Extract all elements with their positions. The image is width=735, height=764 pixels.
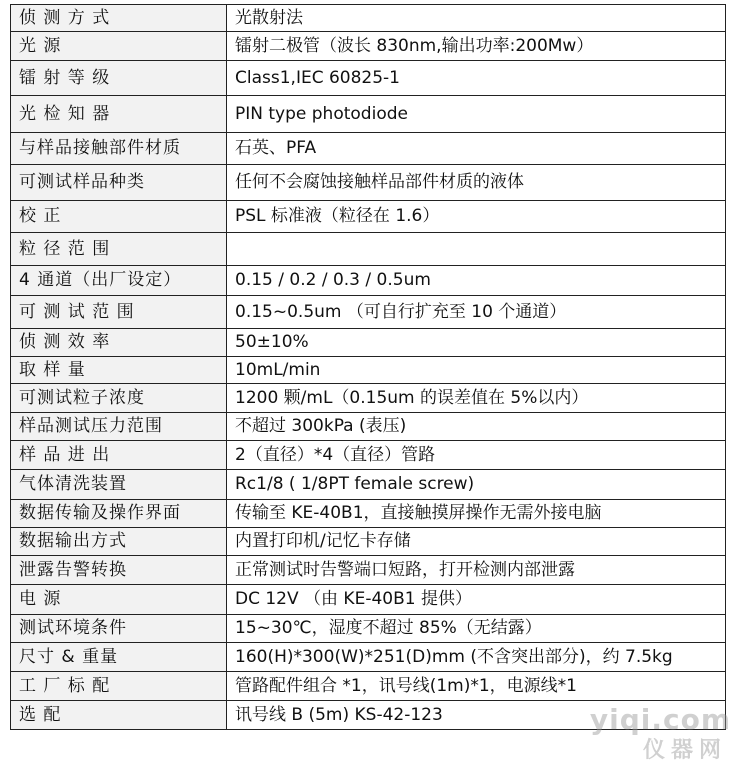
spec-value: 50±10% <box>227 329 726 357</box>
spec-label: 光 检 知 器 <box>11 96 227 133</box>
spec-value: 传输至 KE-40B1，直接触摸屏操作无需外接电脑 <box>227 500 726 528</box>
spec-label: 光 源 <box>11 32 227 61</box>
spec-value <box>227 233 726 266</box>
spec-value: 内置打印机/记忆卡存储 <box>227 528 726 556</box>
spec-value: PSL 标准液（粒径在 1.6） <box>227 201 726 233</box>
table-row <box>11 615 726 643</box>
spec-label: 样品测试压力范围 <box>11 413 227 441</box>
table-row <box>11 441 726 470</box>
spec-label: 镭 射 等 级 <box>11 61 227 96</box>
table-row <box>11 643 726 672</box>
spec-value: 石英、PFA <box>227 133 726 165</box>
spec-label: 取 样 量 <box>11 357 227 384</box>
table-row <box>11 500 726 528</box>
spec-value: 0.15~0.5um （可自行扩充至 10 个通道） <box>227 296 726 329</box>
table-row <box>11 413 726 441</box>
table-row <box>11 201 726 233</box>
spec-value: 任何不会腐蚀接触样品部件材质的液体 <box>227 165 726 201</box>
spec-value: DC 12V （由 KE-40B1 提供） <box>227 585 726 615</box>
spec-label: 测试环境条件 <box>11 615 227 643</box>
spec-value: 光散射法 <box>227 5 726 32</box>
spec-label: 工 厂 标 配 <box>11 672 227 701</box>
spec-label: 数据输出方式 <box>11 528 227 556</box>
watermark-text: 仪器网 <box>642 738 727 763</box>
spec-value: Class1,IEC 60825-1 <box>227 61 726 96</box>
table-row <box>11 133 726 165</box>
table-row <box>11 585 726 615</box>
spec-label: 泄露告警转换 <box>11 556 227 585</box>
spec-value: 正常测试时告警端口短路，打开检测内部泄露 <box>227 556 726 585</box>
table-row <box>11 165 726 201</box>
table-row <box>11 32 726 61</box>
table-row <box>11 384 726 413</box>
spec-value: PIN type photodiode <box>227 96 726 133</box>
spec-label: 可测试样品种类 <box>11 165 227 201</box>
spec-label: 4 通道（出厂设定） <box>11 266 227 296</box>
spec-value: 15~30℃，湿度不超过 85%（无结露） <box>227 615 726 643</box>
spec-table <box>10 4 726 730</box>
watermark-url: yiqi.com <box>589 703 731 736</box>
table-row <box>11 61 726 96</box>
spec-label: 侦 测 效 率 <box>11 329 227 357</box>
spec-label: 粒 径 范 围 <box>11 233 227 266</box>
spec-value: Rc1/8 ( 1/8PT female screw) <box>227 470 726 500</box>
table-row <box>11 672 726 701</box>
spec-value: 讯号线 B (5m) KS-42-123 <box>227 701 726 730</box>
spec-label: 选 配 <box>11 701 227 730</box>
spec-value: 管路配件组合 *1，讯号线(1m)*1，电源线*1 <box>227 672 726 701</box>
table-row <box>11 96 726 133</box>
spec-value: 不超过 300kPa (表压) <box>227 413 726 441</box>
table-row <box>11 528 726 556</box>
table-row <box>11 470 726 500</box>
spec-value: 2（直径）*4（直径）管路 <box>227 441 726 470</box>
spec-value: 镭射二极管（波长 830nm,输出功率:200Mw） <box>227 32 726 61</box>
spec-label: 尺寸 & 重量 <box>11 643 227 672</box>
spec-label: 气体清洗装置 <box>11 470 227 500</box>
spec-label: 可 测 试 范 围 <box>11 296 227 329</box>
spec-value: 0.15 / 0.2 / 0.3 / 0.5um <box>227 266 726 296</box>
table-row <box>11 329 726 357</box>
table-row <box>11 233 726 266</box>
spec-label: 侦 测 方 式 <box>11 5 227 32</box>
spec-label: 可测试粒子浓度 <box>11 384 227 413</box>
spec-value: 1200 颗/mL（0.15um 的误差值在 5%以内） <box>227 384 726 413</box>
table-row <box>11 357 726 384</box>
table-row <box>11 296 726 329</box>
spec-label: 与样品接触部件材质 <box>11 133 227 165</box>
table-row <box>11 556 726 585</box>
table-row <box>11 5 726 32</box>
spec-label: 电 源 <box>11 585 227 615</box>
spec-table-body <box>11 5 726 730</box>
spec-label: 数据传输及操作界面 <box>11 500 227 528</box>
spec-label: 样 品 进 出 <box>11 441 227 470</box>
table-row <box>11 266 726 296</box>
spec-value: 160(H)*300(W)*251(D)mm (不含突出部分)，约 7.5kg <box>227 643 726 672</box>
spec-label: 校 正 <box>11 201 227 233</box>
spec-value: 10mL/min <box>227 357 726 384</box>
